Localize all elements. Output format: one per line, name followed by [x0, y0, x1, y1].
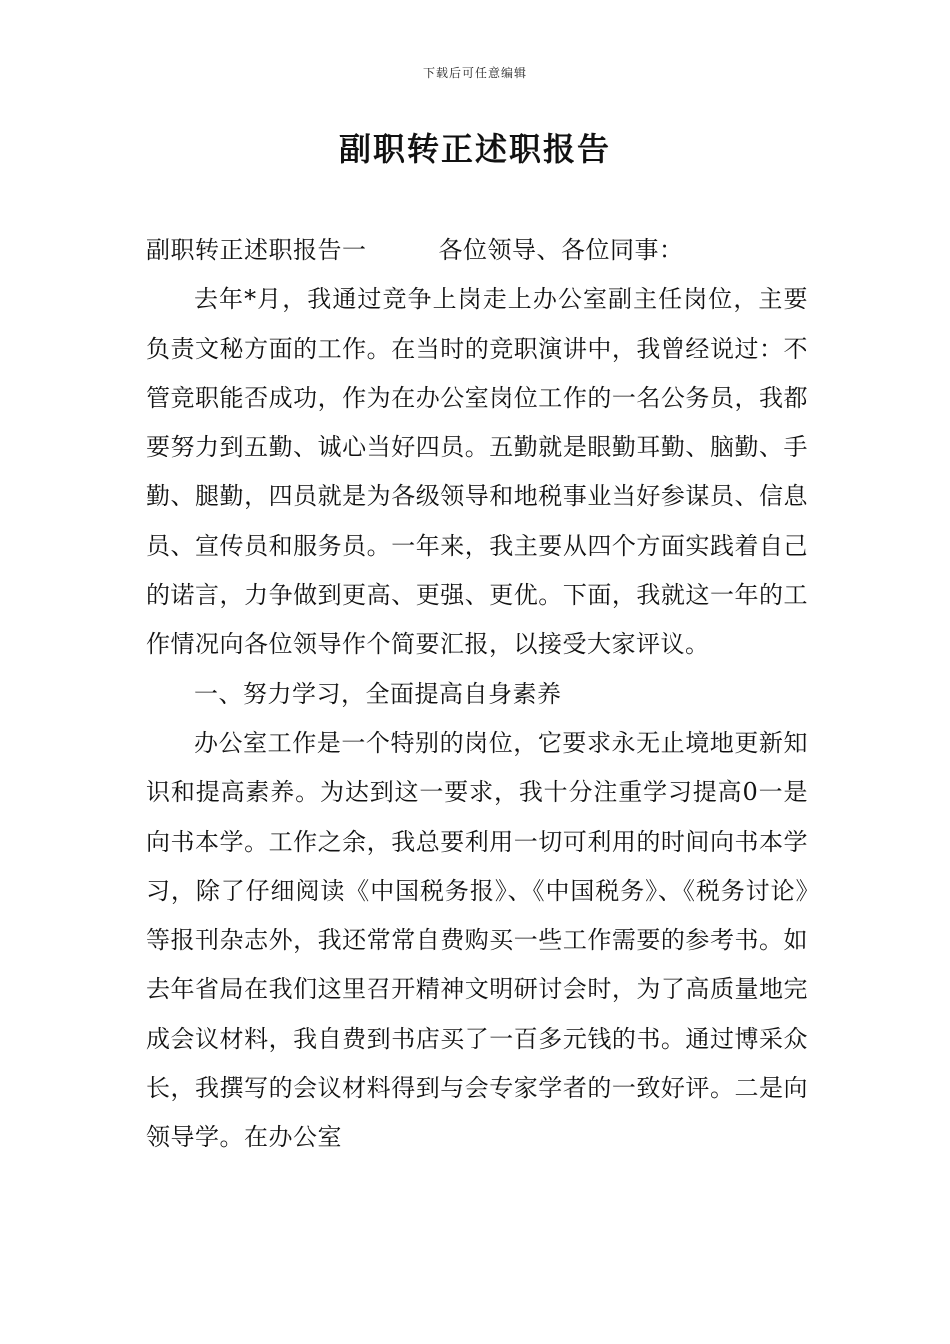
document-body [146, 226, 808, 1163]
header-note: 下载后可任意编辑 [422, 66, 527, 80]
opening-line [146, 226, 808, 275]
salutation: 各位领导、各位同事： [438, 236, 684, 264]
paragraph-study: 办公室工作是一个特别的岗位，它要求永无止境地更新知识和提高素养。为达到这一要求，我十分注重学习提高0一是向书本学。工作之余，我总要利用一切可利用的时间向书本学习，除了仔细阅读《中国税务报》、《中国税务》、《税务讨论》等报刊杂志外，我还常常自费购买一些工作需要的参考书。如去年省局在我们这里召开精神文明研讨会时，为了高质量地完成会议材料，我自费到书店买了一百多元钱的书。通过博采众长，我撰写的会议材料得到与会专家学者的一致好评。二是向领导学。在办公室 [146, 728, 808, 1152]
section-heading: 一、努力学习，全面提高自身素养 [194, 679, 562, 708]
document-title: 副职转正述职报告 [338, 130, 611, 168]
opening-label: 副职转正述职报告一 [146, 236, 367, 264]
paragraph-intro: 去年*月，我通过竞争上岗走上办公室副主任岗位，主要负责文秘方面的工作。在当时的竞职演讲中，我曾经说过：不管竞职能否成功，作为在办公室岗位工作的一名公务员，我都要努力到五勤、诚心当好四员。五勤就是眼勤耳勤、脑勤、手勤、腿勤，四员就是为各级领导和地税事业当好参谋员、信息员、宣传员和服务员。一年来，我主要从四个方面实践着自己的诺言，力争做到更高、更强、更优。下面，我就这一年的工作情况向各位领导作个简要汇报，以接受大家评议。 [146, 285, 808, 659]
